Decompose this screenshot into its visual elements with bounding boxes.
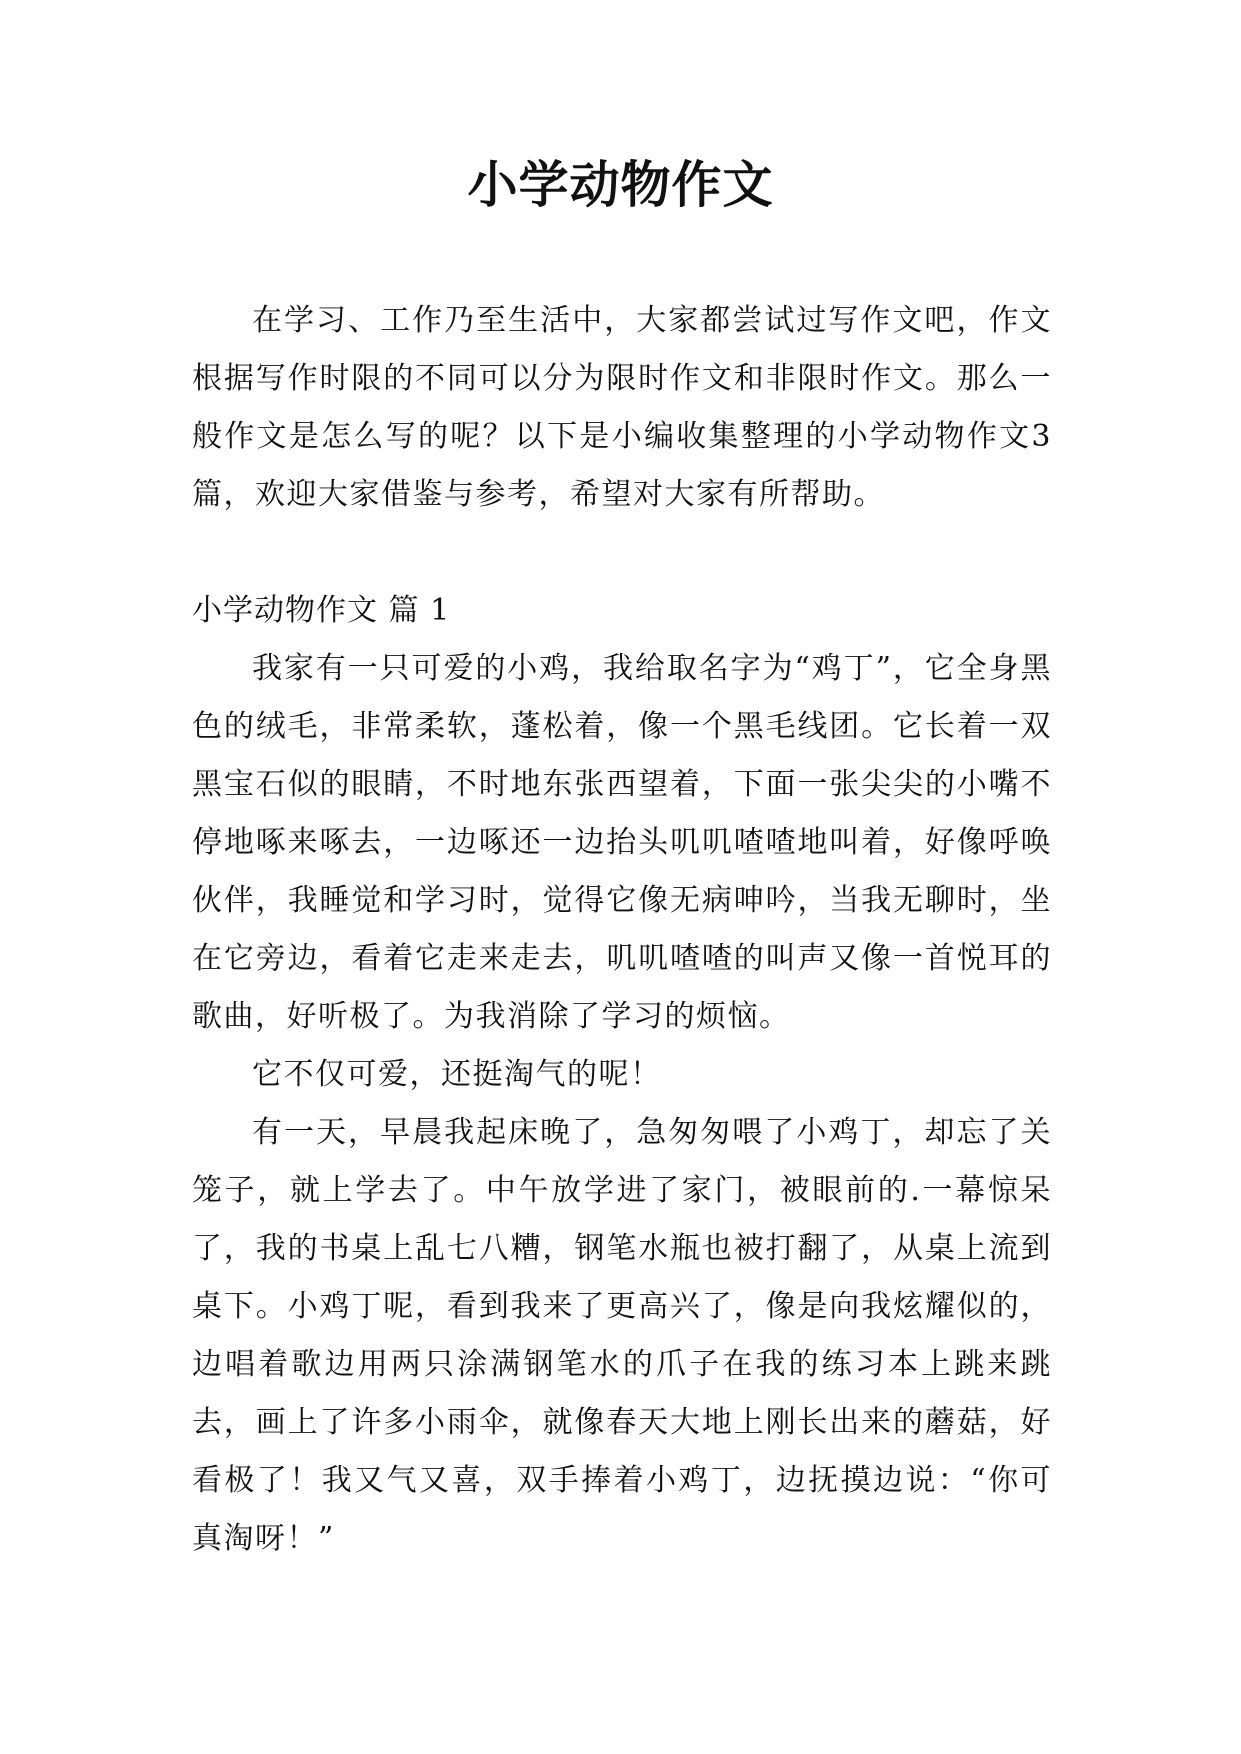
essay-section [192,582,1052,1568]
body-paragraph-1: 我家有一只可爱的小鸡，我给取名字为“鸡丁”，它全身黑色的绒毛，非常柔软，蓬松着，像一个黑毛线团。它长着一双黑宝石似的眼睛，不时地东张西望着，下面一张尖尖的小嘴不停地啄来啄去，一边啄还一边抬头叽叽喳喳地叫着，好像呼唤伙伴，我睡觉和学习时，觉得它像无病呻吟，当我无聊时，坐在它旁边，看着它走来走去，叽叽喳喳的叫声又像一首悦耳的歌曲，好听极了。为我消除了学习的烦恼。 [192,651,1052,1034]
intro-block [192,292,1052,524]
document-title: 小学动物作文 [467,155,774,214]
intro-paragraph: 在学习、工作乃至生活中，大家都尝试过写作文吧，作文根据写作时限的不同可以分为限时作文和非限时作文。那么一般作文是怎么写的呢？以下是小编收集整理的小学动物作文3篇，欢迎大家借鉴与参考，希望对大家有所帮助。 [192,303,1052,512]
body-paragraph-3: 有一天，早晨我起床晚了，急匆匆喂了小鸡丁，却忘了关笼子，就上学去了。中午放学进了家门，被眼前的.一幕惊呆了，我的书桌上乱七八糟，钢笔水瓶也被打翻了，从桌上流到桌下。小鸡丁呢，看到我来了更高兴了，像是向我炫耀似的，边唱着歌边用两只涂满钢笔水的爪子在我的练习本上跳来跳去，画上了许多小雨伞，就像春天大地上刚长出来的蘑菇，好看极了！我又气又喜，双手捧着小鸡丁，边抚摸边说：“你可真淘呀！” [192,1115,1052,1556]
body-paragraph-2: 它不仅可爱，还挺淘气的呢！ [252,1057,662,1092]
section-heading: 小学动物作文 篇 1 [192,593,451,628]
